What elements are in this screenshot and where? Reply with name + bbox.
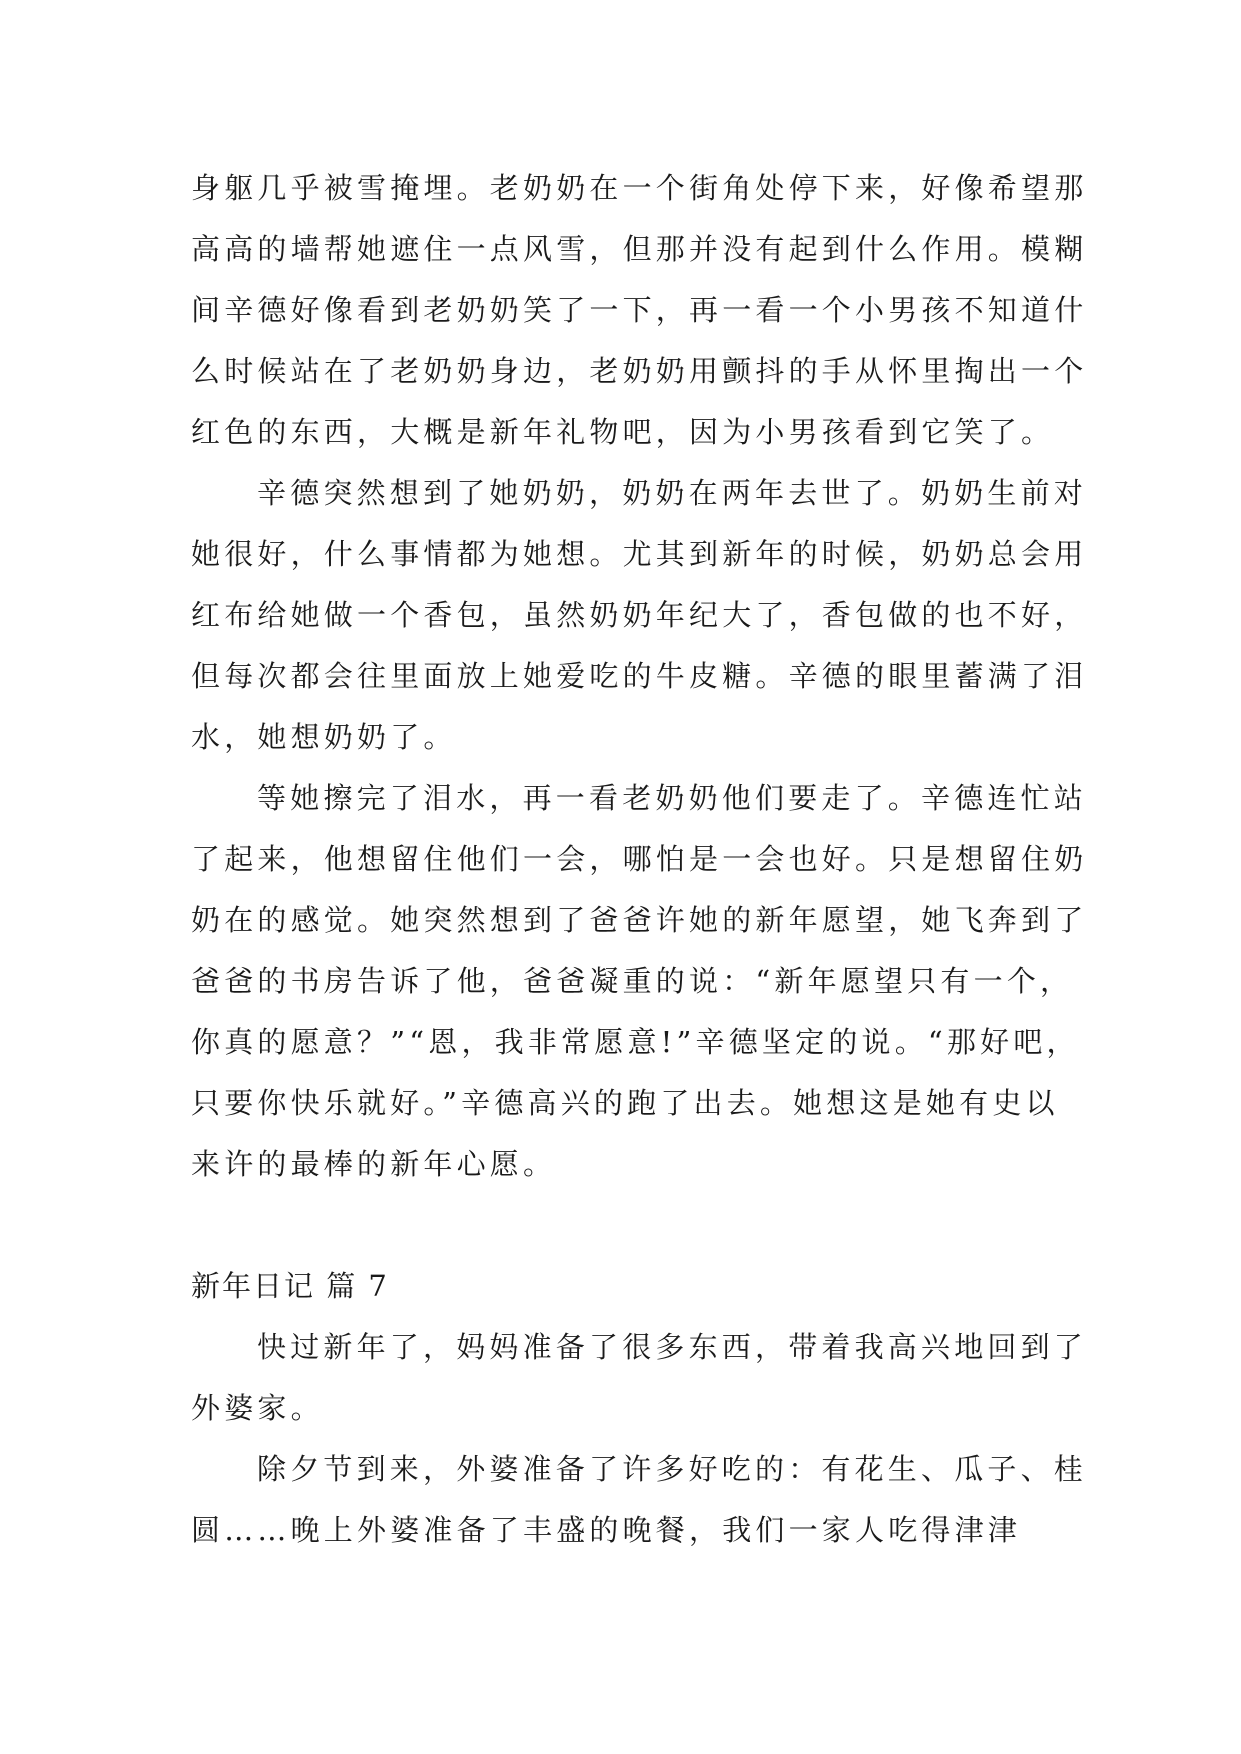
paragraph-3: 等她擦完了泪水，再一看老奶奶他们要走了。辛德连忙站了起来，他想留住他们一会，哪怕是一会也好。只是想留住奶奶在的感觉。她突然想到了爸爸许她的新年愿望，她飞奔到了爸爸的书房告诉了他，爸爸凝重的说：“新年愿望只有一个，你真的愿意？”“恩，我非常愿意!”辛德坚定的说。“那好吧，只要你快乐就好。”辛德高兴的跑了出去。她想这是她有史以来许的最棒的新年心愿。 — [191, 781, 1088, 1181]
paragraph-2: 辛德突然想到了她奶奶，奶奶在两年去世了。奶奶生前对她很好，什么事情都为她想。尤其到新年的时候，奶奶总会用红布给她做一个香包，虽然奶奶年纪大了，香包做的也不好，但每次都会往里面放上她爱吃的牛皮糖。辛德的眼里蓄满了泪水，她想奶奶了。 — [191, 476, 1088, 754]
paragraph-1: 身躯几乎被雪掩埋。老奶奶在一个街角处停下来，好像希望那高高的墙帮她遮住一点风雪，但那并没有起到什么作用。模糊间辛德好像看到老奶奶笑了一下，再一看一个小男孩不知道什么时候站在了老奶奶身边，老奶奶用颤抖的手从怀里掏出一个红色的东西，大概是新年礼物吧，因为小男孩看到它笑了。 — [191, 171, 1088, 449]
paragraph-4: 快过新年了，妈妈准备了很多东西，带着我高兴地回到了外婆家。 — [191, 1330, 1088, 1425]
paragraph-5: 除夕节到来，外婆准备了许多好吃的：有花生、瓜子、桂圆……晚上外婆准备了丰盛的晚餐，我们一家人吃得津津 — [191, 1452, 1088, 1547]
document-body — [191, 158, 1091, 1561]
section-title: 新年日记 篇 7 — [191, 1269, 389, 1303]
